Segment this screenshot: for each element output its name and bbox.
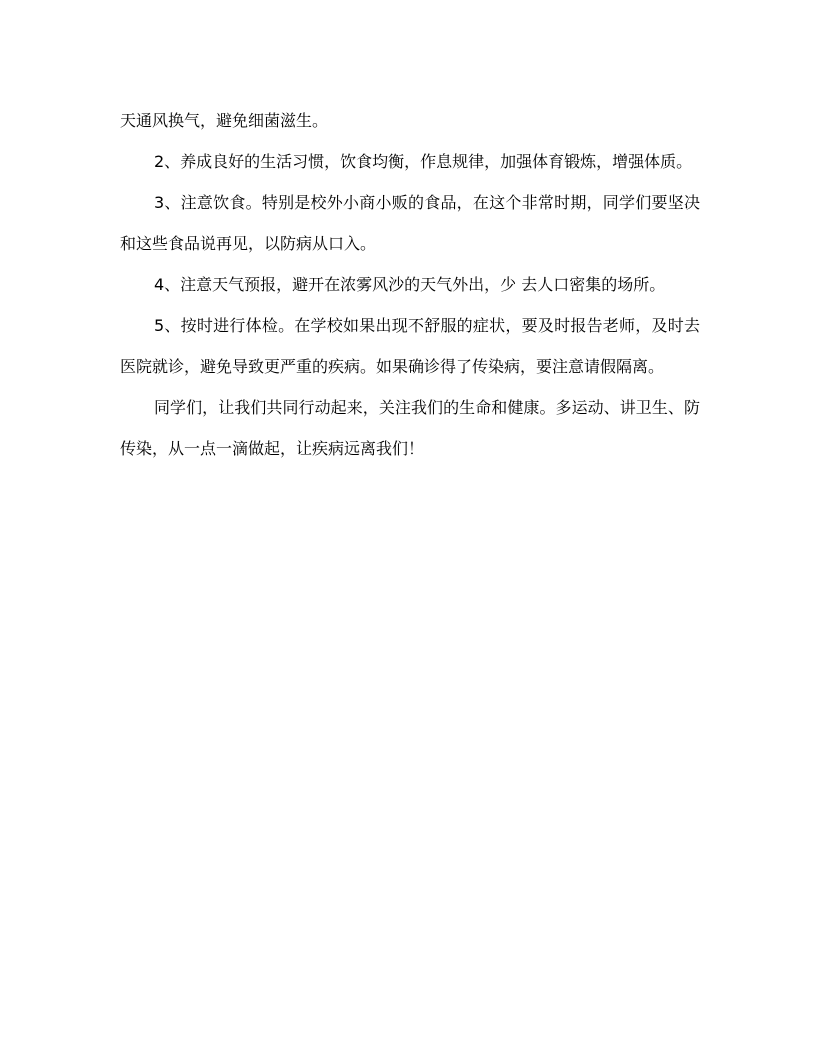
document-body <box>120 100 700 469</box>
paragraph-item-5: 5、按时进行体检。在学校如果出现不舒服的症状，要及时报告老师，及时去医院就诊，避免导致更严重的疾病。如果确诊得了传染病，要注意请假隔离。 <box>120 316 700 376</box>
paragraph-item-3: 3、注意饮食。特别是校外小商小贩的食品，在这个非常时期，同学们要坚决和这些食品说再见，以防病从口入。 <box>120 193 700 253</box>
paragraph-item-4: 4、注意天气预报，避开在浓雾风沙的天气外出，少 去人口密集的场所。 <box>154 275 666 294</box>
paragraph-closing: 同学们，让我们共同行动起来，关注我们的生命和健康。多运动、讲卫生、防传染，从一点一滴做起，让疾病远离我们！ <box>120 398 700 458</box>
paragraph-continuation: 天通风换气，避免细菌滋生。 <box>120 111 329 130</box>
paragraph-item-2: 2、养成良好的生活习惯，饮食均衡，作息规律，加强体育锻炼，增强体质。 <box>154 152 693 171</box>
